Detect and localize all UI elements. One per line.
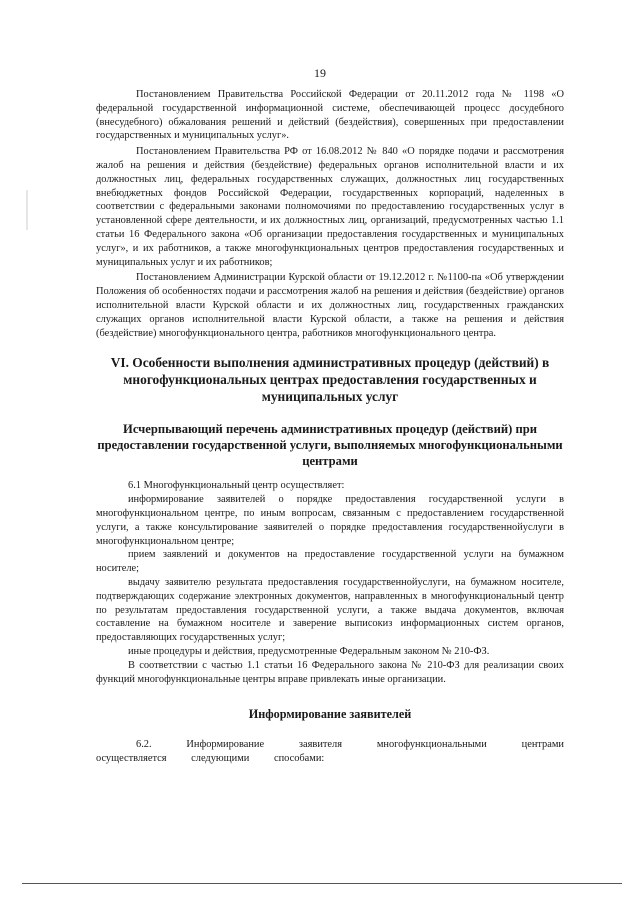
list-intro: 6.1 Многофункциональный центр осуществляет:	[128, 480, 345, 492]
page-number: 19	[314, 66, 326, 80]
section-heading: VI. Особенности выполнения административных процедур (действий) в многофункциональных центрах предоставления государственных и муниципальных услуг	[110, 355, 550, 405]
procedures-list	[96, 479, 564, 686]
inform-heading: Информирование заявителей	[248, 707, 412, 722]
paragraph-resolution-1198: Постановлением Правительства Российской Федерации от 20.11.2012 года № 1198 «О федеральной государственной информационной системе, обеспечивающей процесс досудебного (внесудебного) обжалования решений и действий (бездействия), совершенных при предоставлении государственных и муниципальных услуг».	[96, 89, 564, 142]
page-bottom-edge	[22, 883, 622, 884]
document-body	[96, 88, 564, 766]
scan-artifact	[26, 190, 28, 230]
paragraph-resolution-1100: Постановлением Администрации Курской области от 19.12.2012 г. №1100-па «Об утверждении Положения об особенностях подачи и рассмотрения жалоб на решения и действия (бездействие) органов исполнительной власти Курской области и их должностных лиц, государственных гражданских служащих органов исполнительной власти Курской области, а также на решения и действия (бездействие) многофункционального центра, работников многофункционального центра.	[96, 272, 564, 339]
list-item: В соответствии с частью 1.1 статьи 16 Федерального закона № 210-ФЗ для реализации своих функций многофункциональные центры вправе привлекать иные организации.	[96, 659, 564, 685]
list-item: иные процедуры и действия, предусмотренные Федеральным законом № 210-ФЗ.	[128, 645, 490, 657]
list-item: выдачу заявителю результата предоставления государственнойуслуги, на бумажном носителе, подтверждающих содержание электронных документов, направленных в многофункциональный центр по результатам предоставления государственной услуги, а также выдача документов, включая составление на бумажном носителе и заверение выписокиз информационных систем органов, предоставляющих государственных услуг;	[96, 576, 564, 644]
subsection-heading: Исчерпывающий перечень административных процедур (действий) при предоставлении государственной услуги, выполняемых многофункциональными центрами	[97, 422, 563, 469]
paragraph-6-2: 6.2. Информирование заявителя многофункциональными центрами осуществляется следующими способами:	[96, 739, 564, 765]
list-item: информирование заявителей о порядке предоставления государственной услуги в многофункциональном центре, по иным вопросам, связанным с предоставлением государственной услуги, а также консультирование заявителей о порядке предоставления государственнойуслуги в многофункциональном центре;	[96, 494, 564, 547]
paragraph-resolution-840: Постановлением Правительства РФ от 16.08.2012 № 840 «О порядке подачи и рассмотрения жалоб на решения и действия (бездействие) федеральных органов исполнительной власти и их должностных лиц, федеральных государственных служащих, должностных лиц государственных внебюджетных фондов Российской Федерации, государственных корпораций, наделенных в соответствии с федеральными законами полномочиями по предоставлению государственных услуг в установленной сфере деятельности, и их должностных лиц, организаций, предусмотренных частью 1.1 статьи 16 Федерального закона «Об организации предоставления государственных и муниципальных услуг», и их работников, а также многофункциональных центров предоставления государственных и муниципальных услуг и их работников;	[96, 146, 564, 268]
list-item: прием заявлений и документов на предоставление государственной услуги на бумажном носителе;	[96, 549, 564, 575]
